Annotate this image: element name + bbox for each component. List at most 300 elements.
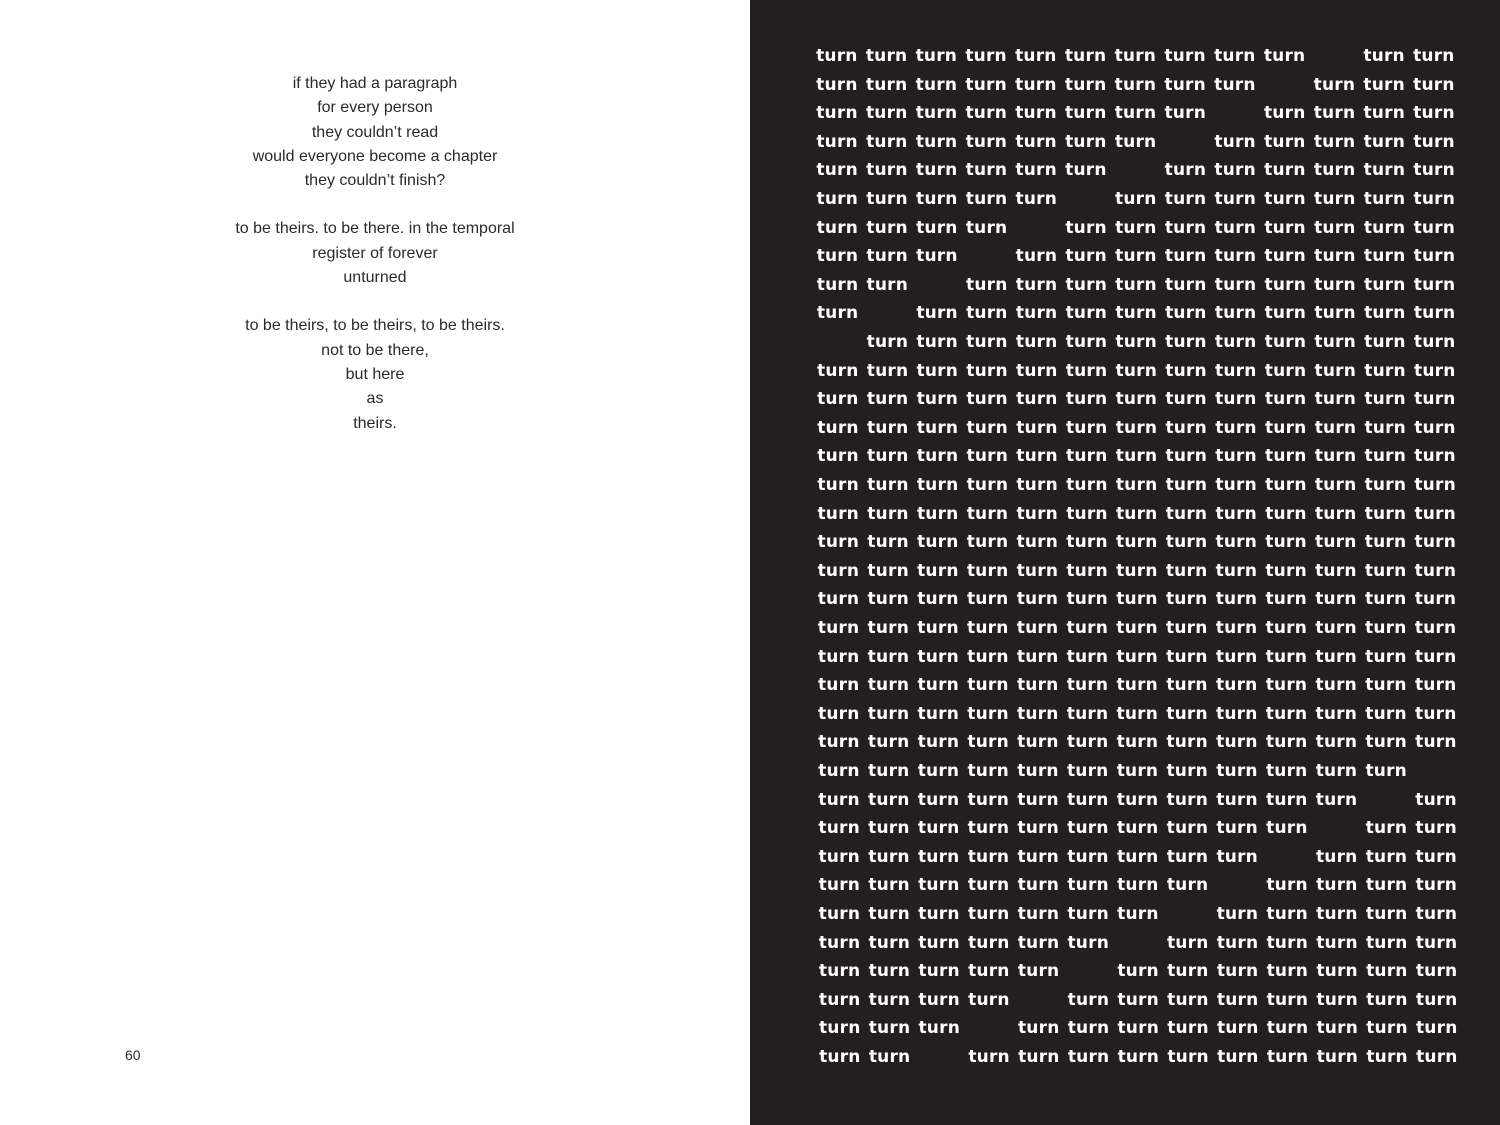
turn-row xyxy=(812,643,1457,671)
turn-word: turn xyxy=(1067,904,1109,924)
turn-word: turn xyxy=(1265,589,1307,610)
turn-word: turn xyxy=(918,989,960,1010)
turn-word: turn xyxy=(1315,560,1357,581)
turn-word: turn xyxy=(1313,160,1356,181)
turn-word: turn xyxy=(1266,932,1308,953)
turn-word: turn xyxy=(1015,274,1058,295)
turn-word: turn xyxy=(1264,189,1306,209)
turn-word: turn xyxy=(1067,932,1109,953)
turn-word: turn xyxy=(1314,332,1356,352)
turn-word: turn xyxy=(1414,503,1456,524)
turn-word: turn xyxy=(867,560,909,581)
turn-word: turn xyxy=(1214,189,1257,209)
turn-word: turn xyxy=(1314,303,1356,324)
turn-word: turn xyxy=(1264,417,1307,438)
turn-word: turn xyxy=(1015,246,1058,267)
turn-word: turn xyxy=(1066,475,1108,495)
turn-word: turn xyxy=(1216,732,1258,753)
turn-word: turn xyxy=(915,131,958,152)
poem-line: unturned xyxy=(343,269,407,287)
turn-row xyxy=(812,929,1457,957)
turn-word: turn xyxy=(1415,1018,1458,1039)
turn-word: turn xyxy=(918,1018,960,1039)
poem-line: would everyone become a chapter xyxy=(252,147,498,165)
turn-word: turn xyxy=(1414,646,1457,667)
turn-word: turn xyxy=(1015,131,1057,152)
turn-word: turn xyxy=(1414,446,1456,467)
turn-word: turn xyxy=(965,74,1007,95)
turn-word: turn xyxy=(866,131,908,152)
turn-row xyxy=(812,128,1457,156)
turn-word: turn xyxy=(1017,875,1060,896)
turn-word: turn xyxy=(1414,560,1457,581)
turn-word: turn xyxy=(1413,160,1455,181)
turn-word: turn xyxy=(1016,475,1058,495)
turn-word: turn xyxy=(817,560,860,581)
turn-word: turn xyxy=(918,875,960,896)
turn-word: turn xyxy=(1316,1018,1358,1039)
turn-word: turn xyxy=(1414,360,1456,381)
turn-word: turn xyxy=(917,675,959,696)
turn-word: turn xyxy=(1064,46,1107,66)
turn-word: turn xyxy=(1265,503,1307,524)
turn-word: turn xyxy=(817,618,860,638)
turn-word: turn xyxy=(967,875,1010,896)
turn-word: turn xyxy=(1017,846,1059,867)
turn-word: turn xyxy=(1164,46,1206,66)
turn-word: turn xyxy=(1365,875,1408,896)
turn-word: turn xyxy=(917,532,959,553)
turn-word: turn xyxy=(1166,732,1208,753)
turn-word: turn xyxy=(1316,904,1358,924)
turn-word: turn xyxy=(1117,961,1159,982)
turn-word: turn xyxy=(1114,46,1157,66)
turn-row xyxy=(812,299,1457,327)
turn-word: turn xyxy=(1263,46,1306,66)
turn-word: turn xyxy=(915,74,958,95)
turn-word: turn xyxy=(1167,961,1209,982)
turn-word: turn xyxy=(1364,274,1406,295)
turn-word: turn xyxy=(1415,732,1457,753)
turn-word: turn xyxy=(1315,618,1357,638)
turn-word: turn xyxy=(1265,703,1308,724)
turn-word: turn xyxy=(1216,904,1259,924)
turn-word: turn xyxy=(1116,818,1159,839)
turn-word: turn xyxy=(1066,618,1109,638)
turn-row xyxy=(812,385,1457,413)
turn-word: turn xyxy=(1114,103,1157,124)
turn-word: turn xyxy=(865,103,908,124)
turn-word: turn xyxy=(1215,446,1257,467)
turn-word: turn xyxy=(868,1018,911,1039)
poem-line: to be theirs. to be there. in the temporal xyxy=(235,220,515,238)
turn-word: turn xyxy=(1117,904,1159,924)
turn-word: turn xyxy=(1165,417,1207,438)
turn-word: turn xyxy=(1315,761,1358,781)
turn-word: turn xyxy=(1164,160,1207,181)
turn-word: turn xyxy=(1015,160,1057,181)
turn-word: turn xyxy=(818,732,860,753)
turn-word: turn xyxy=(1115,446,1158,467)
turn-word: turn xyxy=(816,189,859,209)
turn-word: turn xyxy=(1065,160,1107,181)
turn-word: turn xyxy=(867,618,910,638)
turn-word: turn xyxy=(1165,389,1207,410)
turn-word: turn xyxy=(1015,46,1057,66)
turn-word: turn xyxy=(868,846,910,867)
turn-word: turn xyxy=(1363,131,1406,152)
turn-word: turn xyxy=(1264,131,1306,152)
turn-word: turn xyxy=(1265,675,1308,696)
turn-word: turn xyxy=(1066,560,1108,581)
turn-word: turn xyxy=(1067,818,1109,839)
turn-word: turn xyxy=(1066,589,1108,610)
turn-word: turn xyxy=(1365,675,1407,696)
turn-word: turn xyxy=(1116,732,1159,753)
turn-word: turn xyxy=(866,332,909,352)
turn-word: turn xyxy=(1215,646,1258,667)
turn-word: turn xyxy=(1016,589,1059,610)
turn-word: turn xyxy=(1215,417,1257,438)
turn-word: turn xyxy=(1065,303,1108,324)
turn-row xyxy=(812,728,1457,756)
turn-word: turn xyxy=(816,303,859,324)
turn-row xyxy=(812,671,1457,699)
turn-word: turn xyxy=(1215,618,1258,638)
turn-row xyxy=(812,757,1457,785)
turn-word: turn xyxy=(818,818,860,839)
turn-word: turn xyxy=(1264,332,1307,352)
turn-word: turn xyxy=(1067,989,1110,1010)
turn-word: turn xyxy=(1363,103,1405,124)
turn-word: turn xyxy=(1066,703,1109,724)
turn-row xyxy=(812,42,1457,70)
turn-word: turn xyxy=(966,389,1008,410)
turn-word: turn xyxy=(967,675,1009,696)
turn-word: turn xyxy=(968,1047,1010,1067)
turn-word: turn xyxy=(1017,789,1059,810)
turn-row xyxy=(812,986,1457,1014)
turn-word: turn xyxy=(1217,1047,1259,1067)
turn-word: turn xyxy=(1415,989,1458,1010)
poem-line: theirs. xyxy=(353,414,397,432)
turn-word: turn xyxy=(868,818,910,839)
turn-word: turn xyxy=(1313,103,1356,124)
turn-word: turn xyxy=(915,160,958,181)
turn-word: turn xyxy=(1064,103,1107,124)
turn-word: turn xyxy=(1315,646,1357,667)
turn-word: turn xyxy=(1215,560,1258,581)
turn-word: turn xyxy=(1164,217,1207,238)
turn-word: turn xyxy=(1065,217,1107,238)
turn-word: turn xyxy=(866,417,909,438)
poem-line: as xyxy=(366,390,384,408)
turn-word: turn xyxy=(1165,446,1208,467)
turn-word: turn xyxy=(1016,417,1058,438)
turn-word: turn xyxy=(1265,732,1308,753)
turn-word: turn xyxy=(1314,417,1357,438)
turn-word: turn xyxy=(917,618,959,638)
turn-word: turn xyxy=(1414,475,1456,495)
turn-word: turn xyxy=(866,217,908,238)
turn-word: turn xyxy=(867,732,910,753)
turn-word: turn xyxy=(1316,932,1358,953)
turn-word: turn xyxy=(1315,703,1358,724)
turn-word: turn xyxy=(1364,417,1406,438)
turn-word: turn xyxy=(867,503,909,524)
turn-word: turn xyxy=(1365,904,1408,924)
turn-word: turn xyxy=(1065,389,1108,410)
turn-word: turn xyxy=(1115,360,1158,381)
turn-word: turn xyxy=(1214,74,1256,95)
turn-row xyxy=(812,156,1457,184)
turn-row xyxy=(812,328,1457,356)
turn-word: turn xyxy=(1116,761,1159,781)
poem-line: to be theirs, to be theirs, to be theirs. xyxy=(245,317,505,335)
turn-word: turn xyxy=(1165,332,1207,352)
turn-word: turn xyxy=(1416,1047,1458,1067)
turn-word: turn xyxy=(818,703,860,724)
turn-word: turn xyxy=(917,761,960,781)
turn-word: turn xyxy=(1214,46,1256,66)
turn-word: turn xyxy=(968,989,1010,1010)
turn-word: turn xyxy=(1015,103,1057,124)
turn-word: turn xyxy=(817,389,859,410)
turn-word: turn xyxy=(1366,961,1408,982)
turn-row xyxy=(812,242,1457,270)
turn-word: turn xyxy=(916,417,959,438)
turn-word: turn xyxy=(967,618,1009,638)
turn-word: turn xyxy=(1364,303,1406,324)
turn-word: turn xyxy=(1413,303,1456,324)
turn-word: turn xyxy=(817,417,859,438)
turn-word: turn xyxy=(1116,618,1158,638)
poem-stanza xyxy=(0,72,750,193)
turn-word: turn xyxy=(1266,789,1308,810)
turn-word: turn xyxy=(1215,675,1258,696)
turn-word: turn xyxy=(1216,703,1258,724)
turn-word: turn xyxy=(1166,703,1208,724)
turn-word: turn xyxy=(967,789,1010,810)
turn-word: turn xyxy=(867,475,909,495)
turn-word: turn xyxy=(1414,417,1456,438)
turn-word: turn xyxy=(1264,389,1307,410)
turn-word: turn xyxy=(867,446,909,467)
turn-word: turn xyxy=(1166,789,1209,810)
turn-word: turn xyxy=(1115,475,1158,495)
turn-word: turn xyxy=(1017,1018,1060,1039)
turn-word: turn xyxy=(1315,589,1357,610)
turn-word: turn xyxy=(1066,761,1109,781)
turn-word: turn xyxy=(1313,74,1356,95)
turn-word: turn xyxy=(967,932,1010,953)
turn-word: turn xyxy=(1066,446,1108,467)
turn-word: turn xyxy=(1015,74,1057,95)
turn-word: turn xyxy=(1413,217,1456,238)
turn-word: turn xyxy=(1365,618,1407,638)
turn-word: turn xyxy=(868,1047,911,1067)
poem-line: not to be there, xyxy=(321,341,429,359)
turn-word: turn xyxy=(1017,761,1059,781)
turn-word: turn xyxy=(866,246,908,267)
turn-word: turn xyxy=(866,389,909,410)
turn-word: turn xyxy=(1116,589,1158,610)
turn-word: turn xyxy=(1314,274,1356,295)
turn-word: turn xyxy=(1216,961,1259,982)
turn-word: turn xyxy=(1264,217,1306,238)
turn-word: turn xyxy=(917,846,960,867)
turn-word: turn xyxy=(1313,131,1356,152)
turn-word: turn xyxy=(1314,246,1356,267)
turn-word: turn xyxy=(1264,246,1306,267)
turn-row xyxy=(812,357,1457,385)
turn-row xyxy=(812,871,1457,899)
turn-row xyxy=(812,71,1457,99)
turn-word: turn xyxy=(1165,475,1208,495)
turn-word: turn xyxy=(1216,932,1259,953)
turn-word: turn xyxy=(966,360,1008,381)
turn-word: turn xyxy=(968,961,1010,982)
turn-word: turn xyxy=(1115,303,1157,324)
turn-word: turn xyxy=(1065,246,1107,267)
turn-word: turn xyxy=(1314,446,1357,467)
turn-word: turn xyxy=(867,703,910,724)
turn-word: turn xyxy=(1214,274,1257,295)
turn-word: turn xyxy=(818,875,861,896)
turn-word: turn xyxy=(966,332,1008,352)
turn-word: turn xyxy=(1166,646,1208,667)
turn-word: turn xyxy=(1066,646,1109,667)
turn-word: turn xyxy=(965,160,1008,181)
turn-word: turn xyxy=(1115,274,1157,295)
turn-word: turn xyxy=(1115,389,1158,410)
turn-word: turn xyxy=(1364,589,1407,610)
turn-word: turn xyxy=(816,46,858,66)
turn-word: turn xyxy=(1215,503,1257,524)
turn-word: turn xyxy=(1266,1018,1309,1039)
turn-word: turn xyxy=(1065,332,1108,352)
turn-word: turn xyxy=(1264,303,1307,324)
turn-word: turn xyxy=(1265,646,1308,667)
turn-word: turn xyxy=(1265,761,1308,781)
turn-row xyxy=(812,271,1457,299)
turn-row xyxy=(812,414,1457,442)
turn-word: turn xyxy=(818,904,861,924)
turn-word: turn xyxy=(918,932,960,953)
turn-word: turn xyxy=(1364,446,1407,467)
turn-word: turn xyxy=(1017,904,1060,924)
turn-word: turn xyxy=(866,189,908,209)
turn-word: turn xyxy=(1167,989,1209,1010)
turn-word: turn xyxy=(966,560,1009,581)
turn-row xyxy=(812,214,1457,242)
poem-stanza xyxy=(0,314,750,435)
turn-word: turn xyxy=(1164,246,1207,267)
turn-word: turn xyxy=(816,74,858,95)
turn-word: turn xyxy=(917,732,960,753)
turn-word: turn xyxy=(1415,961,1458,982)
turn-word: turn xyxy=(868,904,910,924)
turn-word: turn xyxy=(1363,246,1406,267)
turn-word: turn xyxy=(1214,131,1256,152)
turn-word: turn xyxy=(1215,532,1258,553)
turn-word: turn xyxy=(1067,846,1109,867)
turn-word: turn xyxy=(1166,932,1209,953)
turn-word: turn xyxy=(916,303,958,324)
turn-word: turn xyxy=(868,932,910,953)
turn-word: turn xyxy=(819,1047,861,1067)
turn-word: turn xyxy=(1166,761,1208,781)
turn-row xyxy=(812,957,1457,985)
turn-word: turn xyxy=(1315,732,1358,753)
turn-word: turn xyxy=(1164,74,1206,95)
turn-word: turn xyxy=(1365,932,1408,953)
turn-word: turn xyxy=(1016,503,1058,524)
poem-line: they couldn’t finish? xyxy=(304,172,446,190)
turn-word: turn xyxy=(915,103,958,124)
turn-word: turn xyxy=(916,360,959,381)
turn-word: turn xyxy=(1216,818,1258,839)
turn-word: turn xyxy=(1413,274,1456,295)
turn-word: turn xyxy=(1266,904,1308,924)
turn-word: turn xyxy=(866,160,908,181)
turn-word: turn xyxy=(1363,189,1406,209)
turn-word: turn xyxy=(1015,332,1058,352)
turn-word: turn xyxy=(1067,789,1109,810)
turn-word: turn xyxy=(918,961,960,982)
turn-word: turn xyxy=(1067,1018,1110,1039)
turn-word: turn xyxy=(1364,532,1407,553)
turn-word: turn xyxy=(1167,1018,1209,1039)
turn-word: turn xyxy=(1415,904,1458,924)
turn-word: turn xyxy=(1315,532,1357,553)
turn-word: turn xyxy=(818,961,861,982)
turn-word: turn xyxy=(916,189,958,209)
turn-word: turn xyxy=(1266,875,1308,896)
turn-word: turn xyxy=(1265,475,1307,495)
turn-word: turn xyxy=(867,532,909,553)
turn-word: turn xyxy=(1166,875,1209,896)
turn-word: turn xyxy=(1214,160,1256,181)
turn-word: turn xyxy=(1117,989,1159,1010)
turn-word: turn xyxy=(1017,932,1060,953)
turn-word: turn xyxy=(965,131,1008,152)
turn-word: turn xyxy=(1414,675,1457,696)
turn-word: turn xyxy=(867,761,910,781)
turn-word: turn xyxy=(1016,446,1058,467)
turn-word: turn xyxy=(917,560,959,581)
turn-word: turn xyxy=(1066,532,1108,553)
turn-word: turn xyxy=(1414,389,1456,410)
turn-word: turn xyxy=(817,589,860,610)
turn-word: turn xyxy=(1316,1047,1359,1067)
turn-word: turn xyxy=(1363,160,1406,181)
turn-word: turn xyxy=(1166,618,1208,638)
turn-word: turn xyxy=(1066,675,1109,696)
turn-row xyxy=(812,471,1457,499)
turn-row xyxy=(812,528,1457,556)
turn-row xyxy=(812,843,1457,871)
turn-word: turn xyxy=(1216,989,1259,1010)
turn-word: turn xyxy=(1165,589,1208,610)
turn-word: turn xyxy=(1165,360,1207,381)
turn-word: turn xyxy=(1365,761,1407,781)
turn-word: turn xyxy=(817,360,859,381)
turn-word: turn xyxy=(1017,732,1059,753)
turn-word: turn xyxy=(1214,303,1257,324)
turn-word: turn xyxy=(965,46,1007,66)
turn-word: turn xyxy=(865,74,908,95)
